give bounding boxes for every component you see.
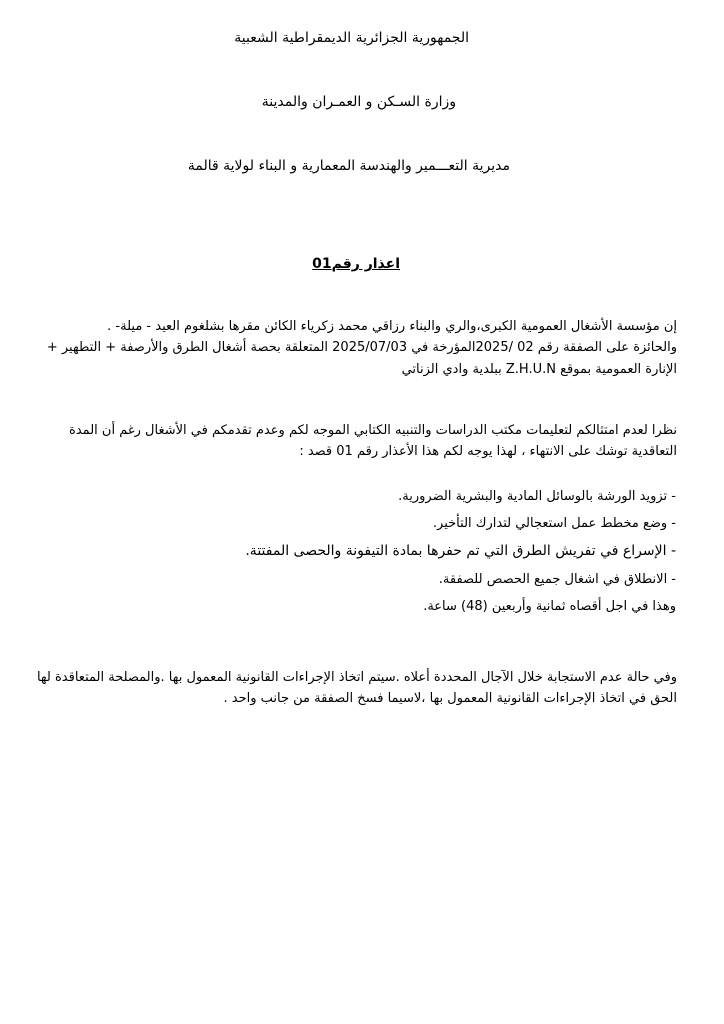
notice-title: اعذار رقم01	[312, 256, 400, 272]
intro-line-2: والحائزة على الصفقة رقم 02 /2025المؤرخة في 2025/07/03 المتعلقة بحصة أشغال الطرق والأرصفة + التطهير +	[46, 340, 677, 356]
intro-line-3: الإنارة العمومية بموقع Z.H.U.N ببلدية وادي الزناتي	[401, 361, 677, 377]
reason-paragraph	[45, 420, 677, 463]
closing-line-2: الحق في اتخاذ الإجراءات القانونية المعمول بها ،لاسيما فسخ الصفقة من جانب واحد .	[223, 691, 677, 707]
intro-line-1: إن مؤسسة الأشغال العمومية الكبرى،والري والبناء رزاقي محمد زكرياء الكائن مقرها بشلغوم العيد - ميلة- .	[107, 319, 677, 334]
reason-line-1: نظرا لعدم امتثالكم لتعليمات مكتب الدراسات والتنبيه الكتابي الموجه لكم وعدم تقدمكم في الأشغال رغم أن المدة	[69, 423, 677, 438]
reason-line-2: التعاقدية توشك على الانتهاء ، لهذا يوجه لكم هذا الأعذار رقم 01 قصد :	[299, 444, 677, 460]
list-item: - تزويد الورشة بالوسائل المادية والبشرية الضرورية.	[398, 489, 676, 504]
header-ministry: وزارة السـكن و العمـران والمدينة	[261, 94, 456, 110]
deadline-line: وهذا في اجل أقصاه ثمانية وأربعين (48) ساعة.	[423, 599, 676, 615]
list-item: - وضع مخطط عمل استعجالي لتدارك التأخير.	[432, 516, 676, 532]
requirements-list	[56, 487, 676, 624]
header-republic: الجمهورية الجزائرية الديمقراطية الشعبية	[234, 30, 469, 46]
list-item: - الإسراع في تفريش الطرق التي تم حفرها بمادة التيفونة والحصى المفتتة.	[245, 543, 676, 560]
closing-line-1: وفي حالة عدم الاستجابة خلال الآجال المحددة أعلاه .سيتم اتخاذ الإجراءات القانونية المعمول بها .والمصلحة المتعاقدة لها	[36, 670, 677, 685]
closing-paragraph	[36, 667, 677, 710]
header-directorate: مديرية التعـــمير والهندسة المعمارية و البناء لولاية قالمة	[187, 158, 510, 174]
list-item: - الانطلاق في اشغال جميع الحصص للصفقة.	[438, 571, 676, 587]
intro-paragraph	[45, 316, 677, 380]
